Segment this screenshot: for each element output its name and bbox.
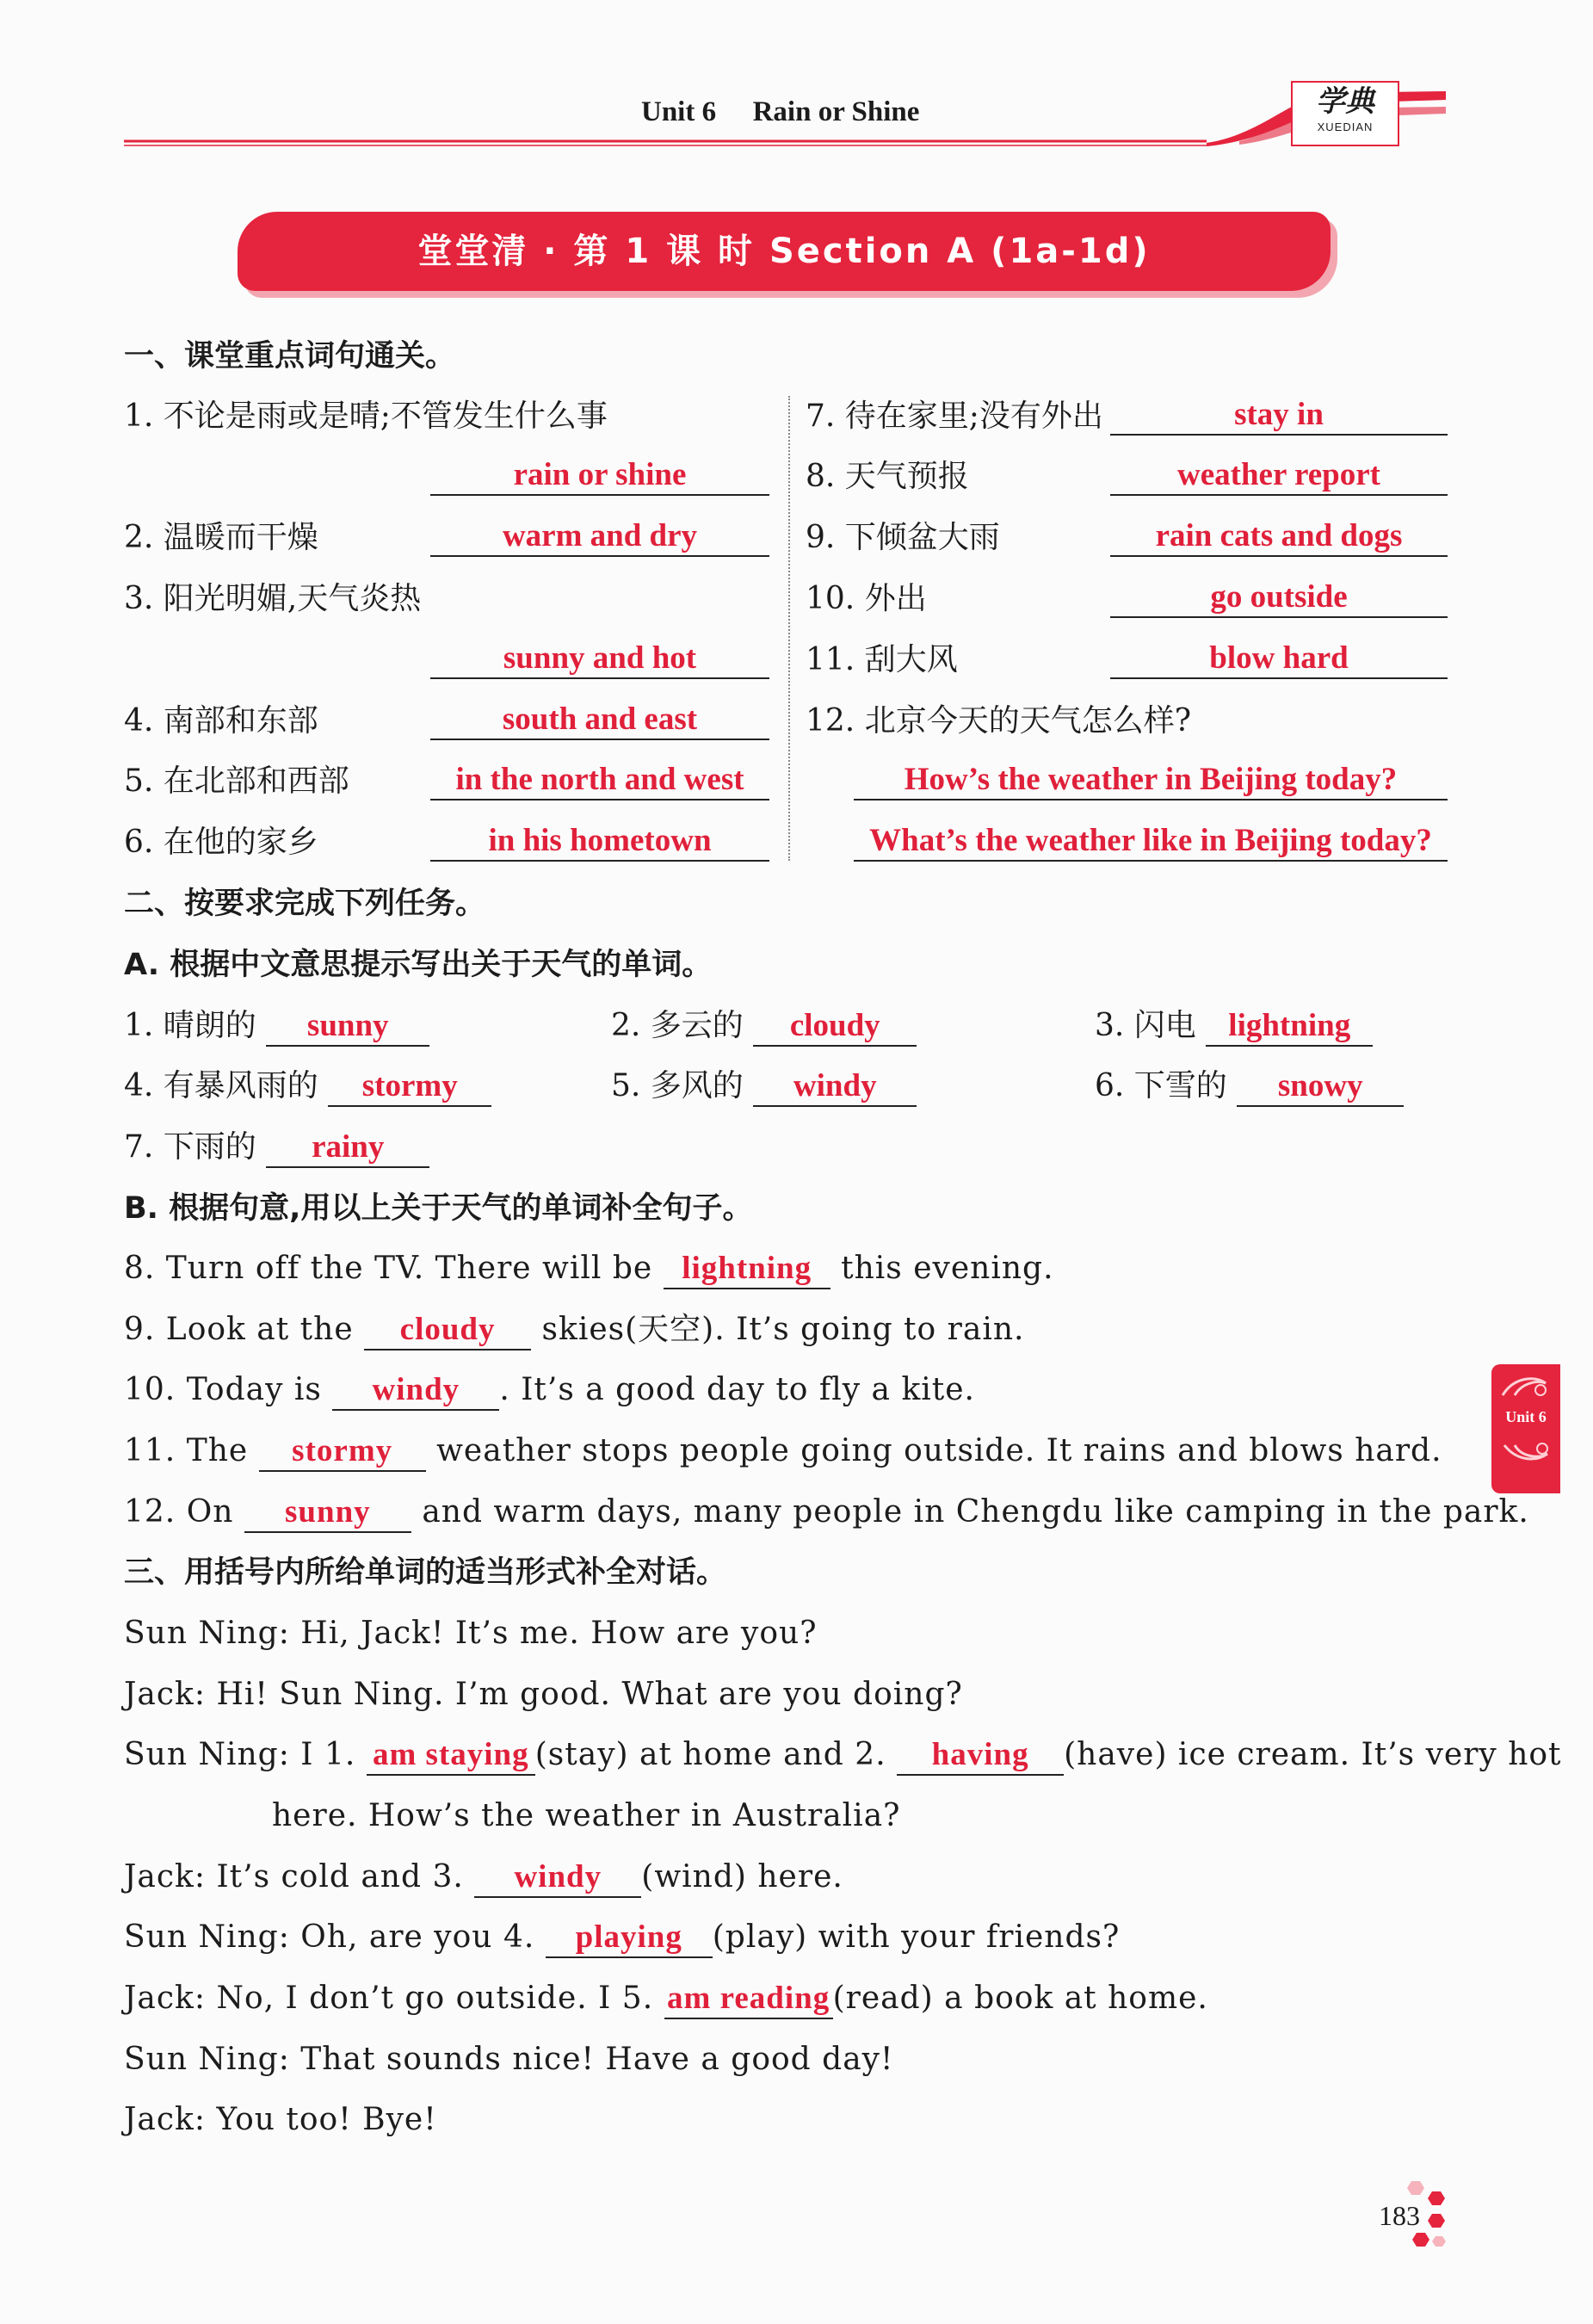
p1-q11: 11. 刮大风 xyxy=(806,642,958,677)
dialog-answer-1: am staying xyxy=(367,1736,535,1776)
p1-q8: 8. 天气预报 xyxy=(806,459,969,494)
word-a6: snowy xyxy=(1237,1067,1404,1107)
word-q3: 3. 闪电 lightning xyxy=(1095,1005,1373,1047)
p1-q9: 9. 下倾盆大雨 xyxy=(806,520,1000,555)
swirl-icon-bottom xyxy=(1496,1435,1556,1469)
dialog-line-8: Jack: You too! Bye! xyxy=(124,2102,437,2137)
header-title: Rain or Shine xyxy=(752,96,920,127)
dialog-line-3: Sun Ning: I 1. am staying (stay) at home and 2. having (have) ice cream. It’s very hot xyxy=(124,1734,1562,1776)
sentence-8: 8. Turn off the TV. There will be lightning this evening. xyxy=(124,1248,1054,1289)
p1-q12: 12. 北京今天的天气怎么样? xyxy=(806,703,1191,739)
section-banner xyxy=(238,212,1331,291)
word-a2: cloudy xyxy=(753,1007,917,1047)
p1-a9: rain cats and dogs xyxy=(1110,517,1448,557)
p1-q1: 1. 不论是雨或是晴;不管发生什么事 xyxy=(124,399,608,434)
sentence-12: 12. On sunny and warm days, many people in Chengdu like camping in the park. xyxy=(124,1492,1529,1533)
sentence-11: 11. The stormy weather stops people going outside. It rains and blows hard. xyxy=(124,1431,1442,1472)
part2-a-heading: A. 根据中文意思提示写出关于天气的单词。 xyxy=(124,948,713,982)
sentence-11-answer: stormy xyxy=(259,1432,426,1472)
dialog-line-2: Jack: Hi! Sun Ning. I’m good. What are you doing? xyxy=(124,1677,963,1712)
sentence-9-answer: cloudy xyxy=(364,1311,531,1351)
p1-a1: rain or shine xyxy=(430,456,769,496)
word-a1: sunny xyxy=(266,1007,429,1047)
p1-a2: warm and dry xyxy=(430,517,769,557)
dialog-answer-5: am reading xyxy=(664,1980,833,2019)
word-q6: 6. 下雪的 snowy xyxy=(1095,1066,1404,1107)
p1-a5: in the north and west xyxy=(430,761,769,800)
p1-q5: 5. 在北部和西部 xyxy=(124,763,349,799)
dialog-line-7: Sun Ning: That sounds nice! Have a good day! xyxy=(124,2042,894,2077)
part2-heading: 二、按要求完成下列任务。 xyxy=(124,887,486,921)
xuedian-logo xyxy=(1291,81,1399,146)
column-divider xyxy=(788,396,790,861)
p1-a10: go outside xyxy=(1110,578,1448,618)
hexagon-decor-icon xyxy=(1394,2179,1454,2265)
dialog-line-6: Jack: No, I don’t go outside. I 5. am reading(read) a book at home. xyxy=(124,1978,1208,2019)
p1-q10: 10. 外出 xyxy=(806,581,927,616)
dialog-line-3-cont: here. How’s the weather in Australia? xyxy=(272,1798,901,1833)
p1-a12b: What’s the weather like in Beijing today? xyxy=(854,822,1448,862)
part1-heading: 一、课堂重点词句通关。 xyxy=(124,339,456,374)
word-a7: rainy xyxy=(266,1128,429,1168)
unit-side-tab[interactable] xyxy=(1491,1364,1560,1493)
logo-cn: 学典 xyxy=(1316,84,1374,119)
sentence-8-answer: lightning xyxy=(664,1250,830,1289)
p1-q4: 4. 南部和东部 xyxy=(124,703,318,739)
word-a5: windy xyxy=(753,1067,917,1107)
p1-a12a: How’s the weather in Beijing today? xyxy=(854,761,1448,800)
dialog-line-4: Jack: It’s cold and 3. windy (wind) here. xyxy=(124,1857,843,1898)
word-q2: 2. 多云的 cloudy xyxy=(611,1005,917,1047)
p1-q3: 3. 阳光明媚,天气炎热 xyxy=(124,581,422,616)
p1-a6: in his hometown xyxy=(430,822,769,862)
header-unit: Unit 6 xyxy=(641,96,717,127)
word-q5: 5. 多风的 windy xyxy=(611,1066,917,1107)
p1-q7: 7. 待在家里;没有外出 xyxy=(806,399,1103,434)
word-a4: stormy xyxy=(328,1067,491,1107)
sentence-10-answer: windy xyxy=(332,1371,499,1411)
sentence-10: 10. Today is windy . It’s a good day to fly a kite. xyxy=(124,1369,975,1411)
dialog-line-1: Sun Ning: Hi, Jack! It’s me. How are you? xyxy=(124,1616,818,1651)
word-q4: 4. 有暴风雨的 stormy xyxy=(124,1066,491,1107)
header-rule xyxy=(120,83,1463,151)
swirl-icon xyxy=(1496,1369,1556,1404)
word-q1: 1. 晴朗的 sunny xyxy=(124,1005,429,1047)
sentence-9: 9. Look at the cloudy skies(天空). It’s going to rain. xyxy=(124,1309,1024,1351)
p1-q2: 2. 温暖而干燥 xyxy=(124,520,318,555)
sentence-12-answer: sunny xyxy=(244,1493,411,1533)
word-q7: 7. 下雨的 rainy xyxy=(124,1127,429,1168)
page-number: 183 xyxy=(1379,2200,1420,2231)
dialog-answer-4: playing xyxy=(546,1919,713,1958)
part2-b-heading: B. 根据句意,用以上关于天气的单词补全句子。 xyxy=(124,1191,753,1226)
banner-title: 堂堂清 · 第 1 课 时 Section A (1a-1d) xyxy=(417,232,1151,271)
p1-a7: stay in xyxy=(1110,396,1448,436)
p1-a11: blow hard xyxy=(1110,640,1448,679)
part3-heading: 三、用括号内所给单词的适当形式补全对话。 xyxy=(124,1555,727,1590)
dialog-line-5: Sun Ning: Oh, are you 4. playing (play) with your friends? xyxy=(124,1917,1120,1958)
p1-a4: south and east xyxy=(430,701,769,740)
dialog-answer-3: windy xyxy=(474,1858,641,1898)
side-tab-label: Unit 6 xyxy=(1505,1408,1547,1425)
word-a3: lightning xyxy=(1206,1007,1373,1047)
p1-a3: sunny and hot xyxy=(430,640,769,679)
p1-q6: 6. 在他的家乡 xyxy=(124,825,318,860)
logo-en: XUEDIAN xyxy=(1317,121,1374,133)
dialog-answer-2: having xyxy=(897,1736,1064,1776)
p1-a8: weather report xyxy=(1110,456,1448,496)
